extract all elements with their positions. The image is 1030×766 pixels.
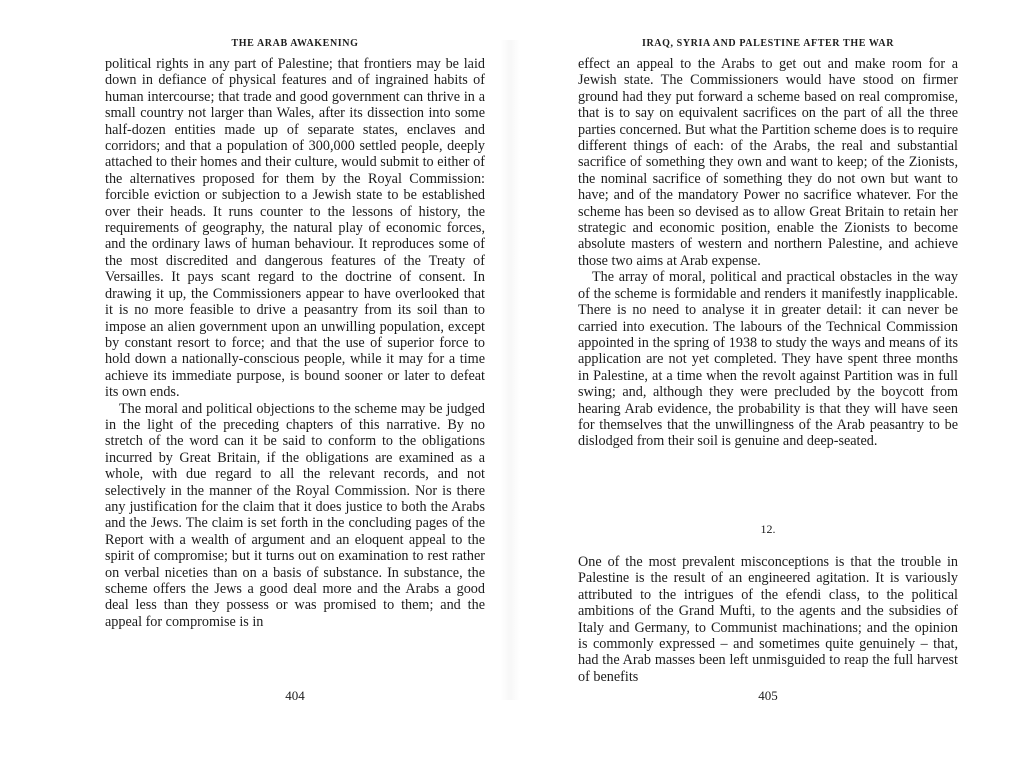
left-paragraph-1: political rights in any part of Palestine; that frontiers may be laid down in defiance of physical features and of ingrained habits of human intercourse; that trade and good government can thrive in a small country not larger than Wales, after its dissection into some half-dozen entities made up of separate states, enclaves and corridors; and that a population of 300,000 settled people, deeply attached to their homes and their culture, would submit to either of the alternatives proposed for them by the Royal Commission: forcible eviction or subjection to a Jewish state to be established over their heads. It runs counter to the lessons of history, the requirements of geography, the natural play of economic forces, and the ordinary laws of human behaviour. It reproduces some of the most discredited and dangerous features of the Treaty of Versailles. It pays scant regard to the doctrine of consent. In drawing it up, the Commissioners appear to have overlooked that it is no more feasible to drive a peasantry from its soil than to impose an alien government upon an unwilling population, except by constant resort to force; and that the use of superior force to hold down a nationally-conscious people, while it may for a time achieve its immediate purpose, is bound sooner or later to defeat its own ends. — [105, 56, 485, 401]
right-page — [578, 0, 958, 766]
section-number: 12. — [760, 522, 776, 536]
gutter — [500, 40, 520, 700]
page-number-left: 404 — [285, 688, 305, 703]
right-paragraph-2: The array of moral, political and practical obstacles in the way of the scheme is formidable and renders it manifestly inapplicable. There is no need to analyse it in greater detail: it can never be carried into execution. The labours of the Technical Commission appointed in the spring of 1938 to study the ways and means of its application are not yet completed. They have spent three months in Palestine, at a time when the revolt against Partition was in full swing; and, although they were precluded by the boycott from hearing Arab evidence, the probability is that they will have seen for themselves that the unwillingness of the Arab peasantry to be dislodged from their soil is genuine and deep-seated. — [578, 269, 958, 450]
section-body — [578, 554, 958, 685]
running-head-left: THE ARAB AWAKENING — [231, 38, 359, 49]
left-page — [105, 0, 485, 766]
page-number-right: 405 — [758, 688, 778, 703]
right-page-body — [578, 56, 958, 450]
left-paragraph-2: The moral and political objections to the scheme may be judged in the light of the preceding chapters of this narrative. By no stretch of the word can it be said to conform to the obligations incurred by Great Britain, if the obligations are examined as a whole, with due regard to all the relevant records, and not selectively in the manner of the Royal Commission. Nor is there any justification for the claim that it does justice to both the Arabs and the Jews. The claim is set forth in the concluding pages of the Report with a wealth of argument and an eloquent appeal to the spirit of compromise; but it turns out on examination to rest rather on verbal niceties than on a basis of substance. In substance, the scheme offers the Jews a good deal more and the Arabs a good deal less than they possess or was promised to them; and the appeal for compromise is in — [105, 400, 485, 630]
running-head-right: IRAQ, SYRIA AND PALESTINE AFTER THE WAR — [641, 38, 895, 49]
right-paragraph-1: effect an appeal to the Arabs to get out and make room for a Jewish state. The Commissioners would have stood on firmer ground had they put forward a scheme based on real compromise, that is to say on equivalent sacrifices on the part of all the three parties concerned. But what the Partition scheme does is to require different things of each: of the Arabs, the real and substantial sacrifice of something they own and want to keep; of the Zionists, the nominal sacrifice of something they do not own but want to have; and of the mandatory Power no sacrifice whatever. For the scheme has been so devised as to allow Great Britain to retain her strategic and economic position, enable the Zionists to become absolute masters of western and northern Palestine, and achieve those two aims at Arab expense. — [578, 56, 958, 269]
left-page-body — [105, 56, 485, 630]
section-paragraph: One of the most prevalent misconceptions is that the trouble in Palestine is the result of an engineered agitation. It is variously attributed to the intrigues of the efendi class, to the political ambitions of the Grand Mufti, to the agents and the subsidies of Italy and Germany, to Communist machinations; and the opinion is commonly expressed – and sometimes quite genuinely – that, had the Arab masses been left unmisguided to reap the full harvest of benefits — [578, 554, 958, 685]
